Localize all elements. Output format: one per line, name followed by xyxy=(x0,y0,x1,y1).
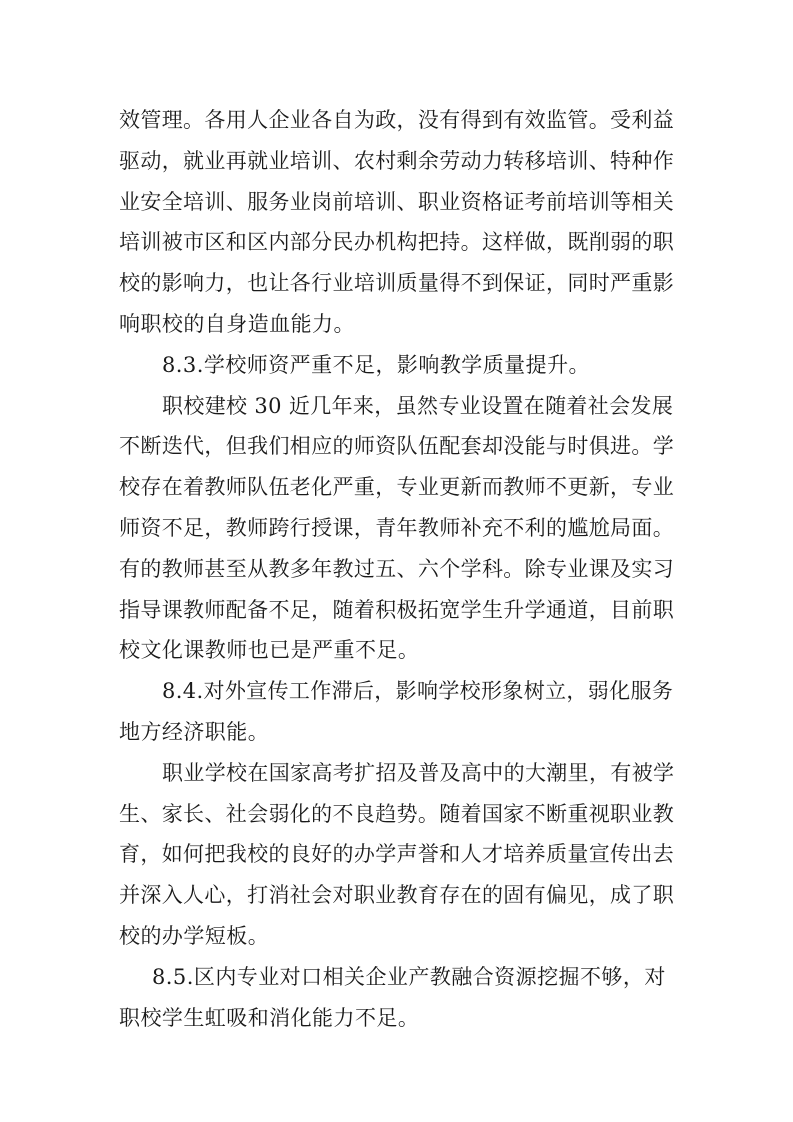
paragraph-line: 育，如何把我校的良好的办学声誉和人才培养质量宣传出去 xyxy=(119,842,675,867)
paragraph-line: 校文化课教师也已是严重不足。 xyxy=(119,638,420,663)
paragraph-line: 指导课教师配备不足，随着积极拓宽学生升学通道，目前职 xyxy=(119,597,675,622)
paragraph-line: 师资不足，教师跨行授课，青年教师补充不利的尴尬局面。 xyxy=(119,515,675,540)
paragraph-line: 效管理。各用人企业各自为政，没有得到有效监管。受利益 xyxy=(119,108,675,132)
paragraph-line: 校存在着教师队伍老化严重，专业更新而教师不更新，专业 xyxy=(119,475,675,500)
paragraph-line: 校的影响力，也让各行业培训质量得不到保证，同时严重影 xyxy=(119,271,675,296)
paragraph-line: 驱动，就业再就业培训、农村剩余劳动力转移培训、特种作 xyxy=(119,148,675,173)
paragraph-line: 并深入人心，打消社会对职业教育存在的固有偏见，成了职 xyxy=(119,883,675,908)
document-body xyxy=(119,100,675,1038)
section-heading-8-5-continued: 职校学生虹吸和消化能力不足。 xyxy=(119,1005,420,1030)
paragraph-line: 响职校的自身造血能力。 xyxy=(119,311,355,336)
paragraph-line: 校的办学短板。 xyxy=(119,923,270,948)
paragraph-line: 职校建校 30 近几年来，虽然专业设置在随着社会发展 xyxy=(162,393,674,418)
paragraph-line: 有的教师甚至从教多年教过五、六个学科。除专业课及实习 xyxy=(119,556,675,581)
paragraph-line: 培训被市区和区内部分民办机构把持。这样做，既削弱的职 xyxy=(119,230,675,255)
paragraph-line: 业安全培训、服务业岗前培训、职业资格证考前培训等相关 xyxy=(119,189,675,214)
paragraph-line: 不断迭代，但我们相应的师资队伍配套却没能与时俱进。学 xyxy=(119,434,675,459)
paragraph-line: 生、家长、社会弱化的不良趋势。随着国家不断重视职业教 xyxy=(119,801,675,826)
section-heading-8-4-continued: 地方经济职能。 xyxy=(119,719,270,744)
section-heading-8-5: 8.5.区内专业对口相关企业产教融合资源挖掘不够，对 xyxy=(152,964,666,989)
section-heading-8-3: 8.3.学校师资严重不足，影响教学质量提升。 xyxy=(162,352,590,377)
section-heading-8-4: 8.4.对外宣传工作滞后，影响学校形象树立，弱化服务 xyxy=(162,679,674,704)
paragraph-line: 职业学校在国家高考扩招及普及高中的大潮里，有被学 xyxy=(162,760,675,785)
